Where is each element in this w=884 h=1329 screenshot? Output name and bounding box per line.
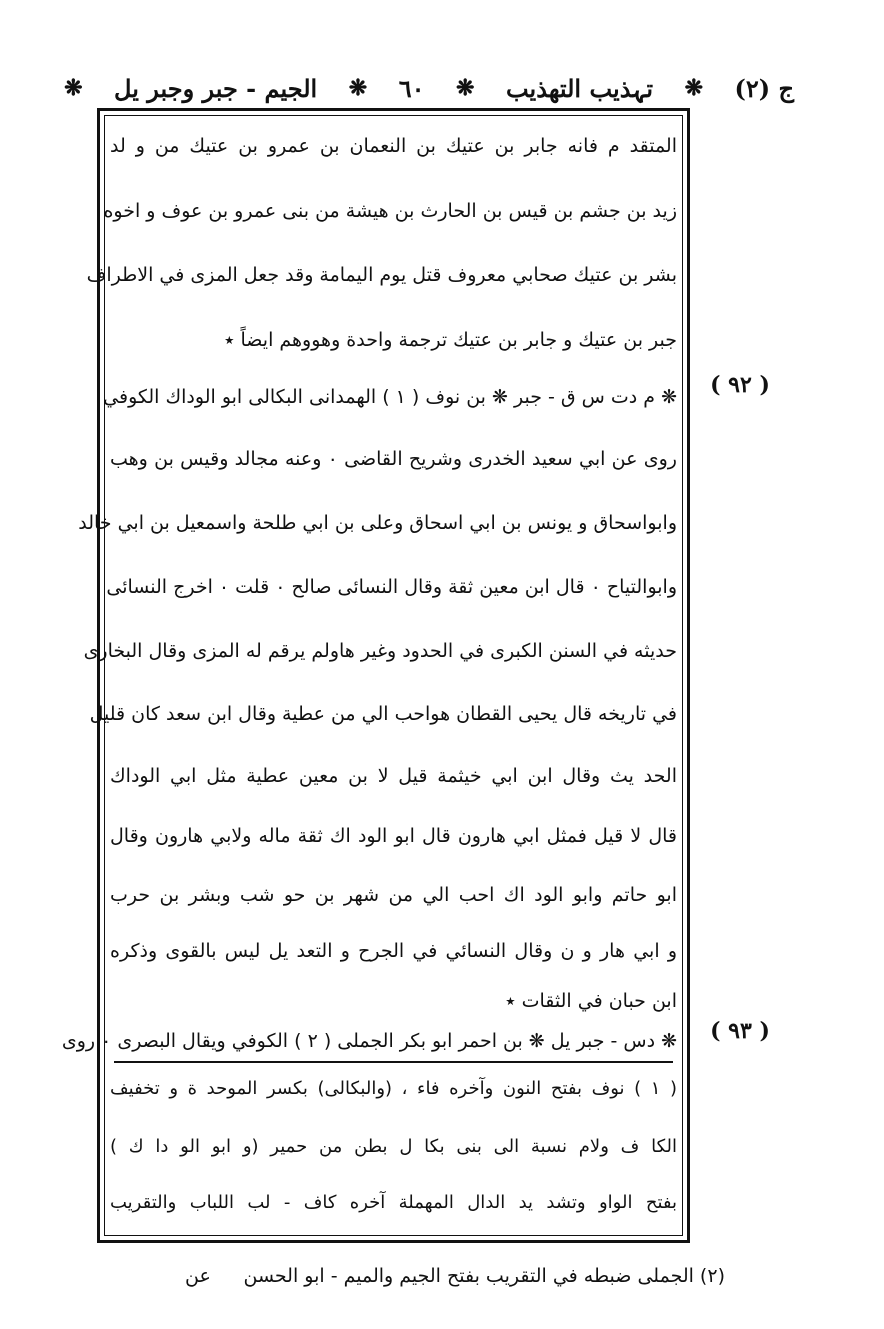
body-line: زید بن جشم بن قیس بن الحارث بن هیشة من بنی عمرو بن عوف و اخوه [103,200,677,222]
entry-number: ( ٩٣ ) [710,1018,770,1044]
body-line: حدیثه في السنن الكبری في الحدود وغیر هاولم یرقم له المزی وقال البخاری [83,640,677,662]
entry-number: ( ٩٢ ) [710,372,770,398]
footnote-line: الكا ف ولام نسبة الی بنی بكا ل بطن من حمیر (و ابو الو دا ك ) [110,1136,677,1157]
body-line: روی عن ابي سعید الخدری وشریح القاضی ٠ وعنه مجالد وقیس بن وهب [110,448,677,470]
ornament-icon: ❋ [684,75,704,101]
body-line: في تاریخه قال یحیی القطان هواحب الي من عطیة وقال ابن سعد كان قلیل [89,703,677,725]
ornament-icon: ❋ [348,75,368,101]
body-line: ❋ م دت س ق - جبر ❋ بن نوف ( ١ ) الهمدانی البكالی ابو الوداك الكوفي [103,386,677,408]
ornament-icon: ❋ [64,75,83,101]
running-header [60,68,794,108]
body-line: ❋ دس - جبر یل ❋ بن احمر ابو بكر الجملی ( ٢ ) الكوفي ویقال البصری ٠ روی [61,1030,677,1052]
page-number: ٦٠ [398,73,425,103]
body-line: الحد یث وقال ابن ابي خیثمة قیل لا بن معین عطیة مثل ابي الوداك [110,765,677,787]
footnote-line: ( ١ ) نوف بفتح النون وآخره فاء ، (والبكالی) بكسر الموحد ة و تخفیف [110,1078,677,1099]
body-line: ابو حاتم وابو الود اك احب الي من شهر بن حو شب وبشر بن حرب [110,884,677,906]
body-line: قال لا قیل فمثل ابي هارون قال ابو الود اك ثقة ماله ولابي هارون وقال [110,825,677,847]
bottom-footnote-text: (٢) الجملی ضبطه في التقریب بفتح الجیم والمیم - ابو الحسن [243,1265,725,1287]
footnote-separator [114,1061,673,1063]
book-title: تہذیب التھذیب [505,73,654,103]
body-line: جبر بن عتیك و جابر بن عتیك ترجمة واحدة وهووهم ایضاً ٭ [224,329,677,351]
footnote-line: بفتح الواو وتشد ید الدال المهملة آخره كاف - لب اللباب والتقریب [110,1192,677,1213]
body-line: ابن حبان في الثقات ٭ [505,990,677,1012]
volume-label: ج (٢) [734,73,794,103]
ornament-icon: ❋ [456,75,475,101]
body-line: وابواسحاق و یونس بن ابي اسحاق وعلی بن ابي طلحة واسمعیل بن ابي خالد [78,512,677,534]
body-line: وابوالتیاح ٠ قال ابن معین ثقة وقال النسائی صالح ٠ قلت ٠ اخرج النسائی [106,576,677,598]
catchword: عن [185,1265,211,1287]
body-line: و ابي هار و ن وقال النسائي في الجرح و التعد یل لیس بالقوی وذكره [110,940,677,962]
bottom-footnote [185,1256,725,1296]
body-line: المتقد م فانه جابر بن عتیك بن النعمان بن عمرو بن عتیك من و لد [110,135,677,157]
text-frame [61,108,690,1243]
section-title: الجیم - جبر وجبر یل [114,73,318,103]
body-line: بشر بن عتیك صحابي معروف قتل یوم الیمامة وقد جعل المزی في الاطراف [86,264,677,286]
